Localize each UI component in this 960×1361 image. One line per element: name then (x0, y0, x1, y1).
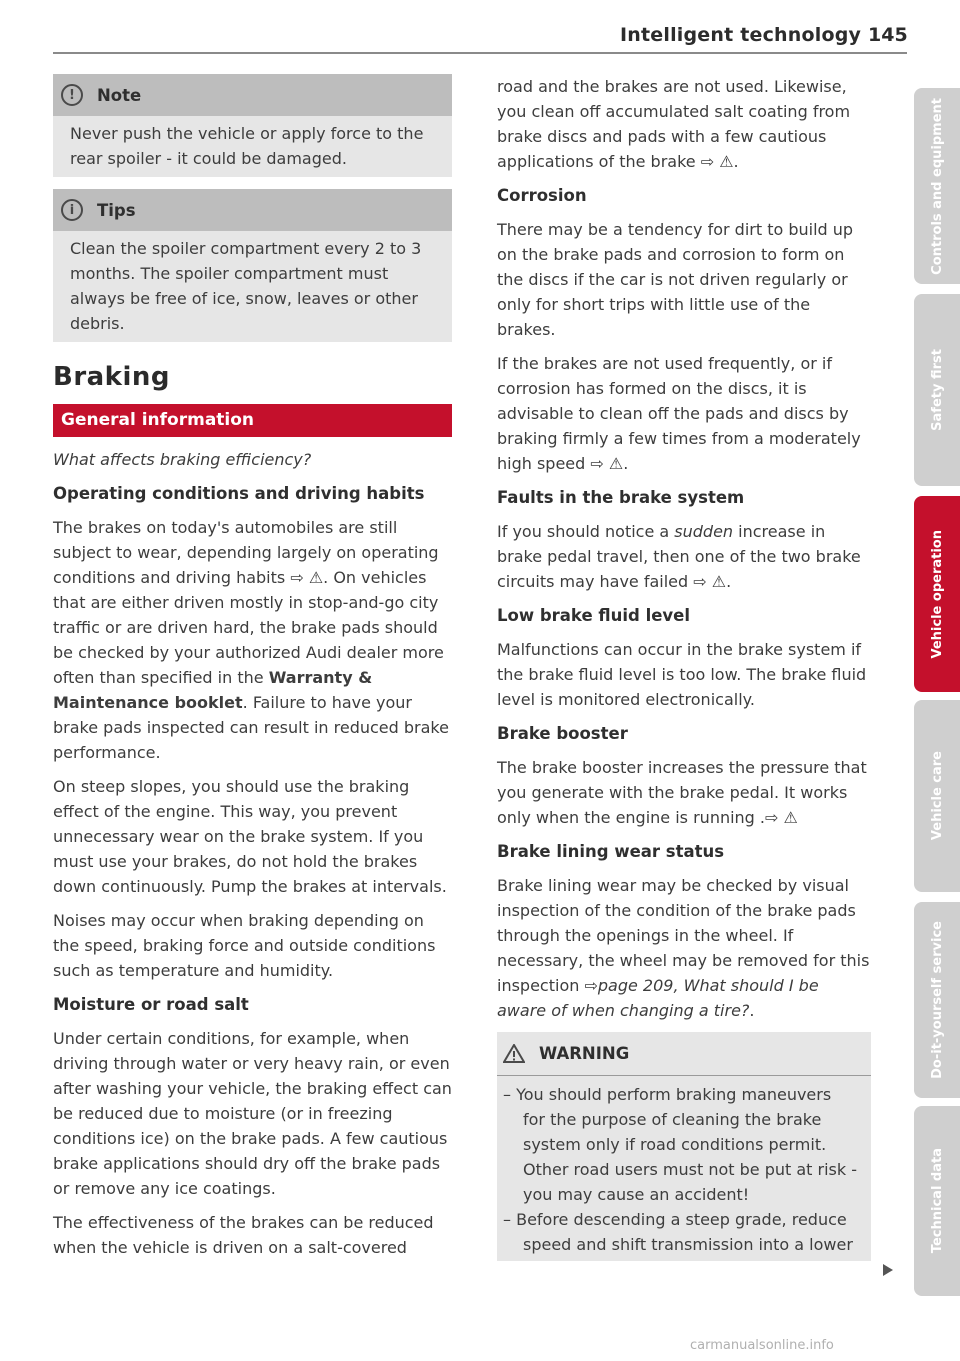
paragraph (497, 755, 871, 830)
warning-box-body (497, 1076, 871, 1261)
warning-reference-link[interactable]: ⇨ ⚠. (700, 152, 739, 171)
subheading-fluid-level: Low brake fluid level (497, 606, 691, 625)
warning-reference-link[interactable]: ⇨ ⚠. (590, 454, 629, 473)
paragraph: The effectiveness of the brakes can be reduced when the vehicle is driven on a salt-covered (53, 1213, 434, 1257)
paragraph (497, 519, 871, 594)
subheading-booster: Brake booster (497, 724, 628, 743)
booklet-title: Warranty & Maintenance booklet (53, 668, 373, 712)
side-tab-label: Vehicle operation (929, 529, 945, 659)
warning-triangle-icon: ⚠ (711, 572, 727, 591)
side-tab-vehicle-operation[interactable] (914, 496, 960, 692)
tips-box-header (53, 189, 452, 231)
page-reference-text: page 209, What should I be aware of when changing a tire? (497, 976, 819, 1020)
paragraph: There may be a tendency for dirt to build up on the brake pads and corrosion to form on the discs if the car is not driven regularly or only for short trips with little use of the brakes. (497, 220, 854, 339)
warning-item: – You should perform braking maneuvers for the purpose of cleaning the brake system only if road conditions permit. Other road users must not be put at risk - you may cause an accident! (503, 1085, 857, 1204)
text-run: . (749, 1001, 755, 1020)
arrow-ref-icon: ⇨ (693, 572, 707, 591)
note-box-text: Never push the vehicle or apply force to the rear spoiler - it could be damaged. (70, 124, 424, 168)
subheading-corrosion: Corrosion (497, 186, 587, 205)
paragraph (53, 515, 452, 765)
paragraph: Under certain conditions, for example, when driving through water or very heavy rain, or even after washing your vehicle, the braking effect can be reduced due to moisture (or in freezing conditions ice) on the brake pads. A few cautious brake applications should dry off the brake pads or remove any ice coatings. (53, 1029, 452, 1198)
warning-item: – Before descending a steep grade, reduce speed and shift transmission into a lower (503, 1210, 853, 1254)
arrow-ref-icon: ⇨ (584, 976, 598, 995)
warning-reference-link[interactable] (290, 568, 323, 587)
warning-triangle-icon: ⚠ (308, 568, 324, 587)
emphasis: sudden (674, 522, 734, 541)
right-column (497, 74, 871, 1261)
section-title: Braking (53, 362, 171, 392)
side-tab-diy-service[interactable] (914, 902, 960, 1098)
paragraph (497, 873, 871, 1023)
warning-triangle-icon (503, 1044, 525, 1063)
side-tab-safety[interactable] (914, 294, 960, 486)
subheading-moisture: Moisture or road salt (53, 995, 249, 1014)
side-tab-label: Vehicle care (929, 751, 945, 841)
text-run: Brake lining wear may be checked by visual inspection of the condition of the brake pads through the openings in the wheel. If necessary, the wheel may be removed for this inspection (497, 876, 870, 995)
note-box-title: Note (97, 85, 142, 105)
section-lead: What affects braking efficiency? (53, 450, 312, 469)
text-run: The brakes on today's automobiles are still subject to wear, depending largely on operating conditions and driving habits (53, 518, 439, 587)
text-run: increase in brake pedal travel, then one of the two brake circuits may have failed (497, 522, 861, 591)
tips-box-title: Tips (97, 200, 136, 220)
warning-triangle-icon: ⚠ (719, 152, 734, 171)
side-tab-technical-data[interactable] (914, 1106, 960, 1296)
exclamation-icon: ! (61, 84, 83, 106)
paragraph: Malfunctions can occur in the brake system if the brake fluid level is too low. The brake fluid level is monitored electronically. (497, 640, 867, 709)
section-banner: General information (53, 404, 452, 437)
text-run: road and the brakes are not used. Likewise, you clean off accumulated salt coating from brake discs and pads with a few cautious applications of the brake (497, 77, 851, 171)
warning-triangle-icon: ⚠ (608, 454, 624, 473)
arrow-ref-icon: ⇨ (590, 454, 604, 473)
side-tab-vehicle-care[interactable] (914, 700, 960, 892)
arrow-ref-icon: ⇨ (700, 152, 715, 171)
warning-reference-link[interactable] (765, 808, 798, 827)
paragraph (497, 74, 871, 174)
side-tab-controls[interactable] (914, 88, 960, 284)
paragraph: On steep slopes, you should use the braking effect of the engine. This way, you prevent unnecessary wear on the brake system. If you must use your brakes, do not hold the brakes down continuously. Pump the brakes at intervals. (53, 777, 447, 896)
side-tab-label: Safety first (929, 349, 945, 431)
page-number: 145 (868, 24, 908, 46)
tips-box (53, 189, 452, 342)
arrow-ref-icon: ⇨ (290, 568, 304, 587)
text-run: . On vehicles that are either driven mostly in stop-and-go city traffic or are driven hard, the brake pads should be checked by your authorized Audi dealer more often than specified in the (53, 568, 444, 687)
tips-box-text: Clean the spoiler compartment every 2 to 3 months. The spoiler compartment must always be free of ice, snow, leaves or other debris. (70, 239, 422, 333)
continue-arrow-icon (883, 1264, 893, 1276)
header-divider (53, 52, 907, 54)
paragraph (497, 351, 871, 476)
subheading-operating-conditions: Operating conditions and driving habits (53, 484, 425, 503)
warning-box-header (497, 1032, 871, 1076)
arrow-ref-icon: ⇨ (765, 808, 779, 827)
header-title: Intelligent technology (620, 24, 862, 46)
note-box-header (53, 74, 452, 116)
warning-reference-link[interactable]: ⇨ ⚠. (693, 572, 732, 591)
warning-box (497, 1032, 871, 1261)
warning-triangle-icon: ⚠ (783, 808, 798, 827)
text-run: The brake booster increases the pressure that you generate with the brake pedal. It works only when the engine is running . (497, 758, 867, 827)
paragraph: Noises may occur when braking depending on the speed, braking force and outside conditions such as temperature and humidity. (53, 911, 436, 980)
subheading-faults: Faults in the brake system (497, 488, 745, 507)
watermark: carmanualsonline.info (690, 1338, 834, 1353)
note-box (53, 74, 452, 177)
text-run: . Failure to have your brake pads inspected can result in reduced brake performance. (53, 693, 449, 762)
side-tab-label: Do-it-yourself service (929, 921, 945, 1079)
side-tab-label: Technical data (929, 1148, 945, 1254)
warning-box-title: WARNING (539, 1044, 630, 1063)
info-icon: i (61, 199, 83, 221)
text-run: If the brakes are not used frequently, or if corrosion has formed on the discs, it is advisable to clean off the pads and discs by braking firmly a few times from a moderately high speed (497, 354, 861, 473)
text-run: If you should notice a (497, 522, 670, 541)
left-column (53, 74, 452, 1269)
side-tab-label: Controls and equipment (929, 97, 945, 275)
subheading-lining-wear: Brake lining wear status (497, 842, 725, 861)
